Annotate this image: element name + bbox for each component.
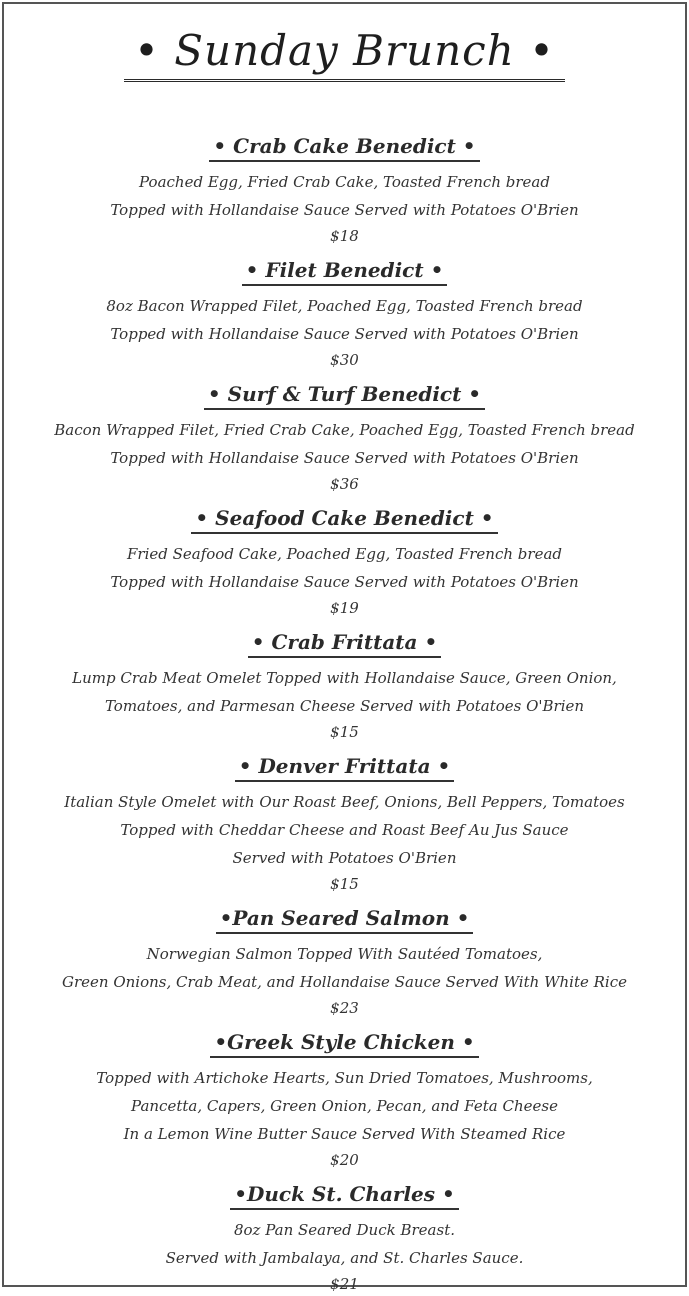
menu-item-description: Fried Seafood Cake, Poached Egg, Toasted French bread bbox=[126, 545, 562, 563]
menu-item-description: Topped with Hollandaise Sauce Served with Potatoes O'Brien bbox=[110, 325, 579, 343]
menu-item-description: Poached Egg, Fried Crab Cake, Toasted French bread bbox=[139, 173, 550, 191]
menu-item bbox=[4, 258, 685, 372]
menu-item bbox=[4, 382, 685, 496]
menu-item-price: $36 bbox=[330, 475, 359, 493]
menu-item bbox=[4, 1030, 685, 1172]
menu-item-name: • Surf & Turf Benedict • bbox=[204, 382, 485, 410]
title-wrap bbox=[4, 26, 685, 82]
menu-item-price: $19 bbox=[330, 599, 359, 617]
menu-item-description: Topped with Hollandaise Sauce Served with Potatoes O'Brien bbox=[110, 573, 579, 591]
menu-item-description: Topped with Hollandaise Sauce Served with Potatoes O'Brien bbox=[110, 449, 579, 467]
menu-item-name: •Duck St. Charles • bbox=[230, 1182, 459, 1210]
menu-item-price: $18 bbox=[330, 227, 359, 245]
menu-item bbox=[4, 906, 685, 1020]
menu-item-description: Topped with Artichoke Hearts, Sun Dried Tomatoes, Mushrooms, bbox=[96, 1069, 593, 1087]
menu-item-description: In a Lemon Wine Butter Sauce Served With Steamed Rice bbox=[123, 1125, 566, 1143]
menu-item bbox=[4, 1182, 685, 1296]
menu-item bbox=[4, 134, 685, 248]
menu-item-price: $21 bbox=[330, 1275, 359, 1293]
menu-item-name: •Pan Seared Salmon • bbox=[216, 906, 474, 934]
menu-item-description: Norwegian Salmon Topped With Sautéed Tomatoes, bbox=[146, 945, 543, 963]
menu-item-description: Pancetta, Capers, Green Onion, Pecan, and Feta Cheese bbox=[131, 1097, 558, 1115]
menu-item-price: $15 bbox=[330, 723, 359, 741]
menu-item-name: • Crab Frittata • bbox=[248, 630, 441, 658]
menu-item-description: Bacon Wrapped Filet, Fried Crab Cake, Poached Egg, Toasted French bread bbox=[54, 421, 635, 439]
menu-item-description: Green Onions, Crab Meat, and Hollandaise Sauce Served With White Rice bbox=[62, 973, 627, 991]
menu-item-description: Topped with Hollandaise Sauce Served with Potatoes O'Brien bbox=[110, 201, 579, 219]
menu-item-price: $15 bbox=[330, 875, 359, 893]
menu-item-price: $30 bbox=[330, 351, 359, 369]
menu-item-description: Tomatoes, and Parmesan Cheese Served with Potatoes O'Brien bbox=[104, 697, 585, 715]
menu-item-description: Served with Potatoes O'Brien bbox=[232, 849, 457, 867]
menu-item-price: $23 bbox=[330, 999, 359, 1017]
menu-item-price: $20 bbox=[330, 1151, 359, 1169]
menu-item-name: • Crab Cake Benedict • bbox=[209, 134, 479, 162]
menu-item-description: Served with Jambalaya, and St. Charles Sauce. bbox=[165, 1249, 524, 1267]
menu-item-description: Topped with Cheddar Cheese and Roast Beef Au Jus Sauce bbox=[120, 821, 569, 839]
menu-item-description: 8oz Pan Seared Duck Breast. bbox=[233, 1221, 455, 1239]
menu-title: • Sunday Brunch • bbox=[124, 26, 565, 82]
menu-page bbox=[2, 2, 687, 1293]
menu-item-description: Lump Crab Meat Omelet Topped with Hollandaise Sauce, Green Onion, bbox=[72, 669, 617, 687]
menu-item-name: •Greek Style Chicken • bbox=[210, 1030, 478, 1058]
menu-item-name: • Filet Benedict • bbox=[242, 258, 448, 286]
menu-items bbox=[4, 134, 685, 1296]
menu-item bbox=[4, 630, 685, 744]
menu-item-name: • Denver Frittata • bbox=[235, 754, 455, 782]
menu-item-name: • Seafood Cake Benedict • bbox=[191, 506, 497, 534]
menu-item bbox=[4, 506, 685, 620]
menu-item-description: 8oz Bacon Wrapped Filet, Poached Egg, Toasted French bread bbox=[106, 297, 583, 315]
menu-item-description: Italian Style Omelet with Our Roast Beef, Onions, Bell Peppers, Tomatoes bbox=[64, 793, 625, 811]
menu-item bbox=[4, 754, 685, 896]
